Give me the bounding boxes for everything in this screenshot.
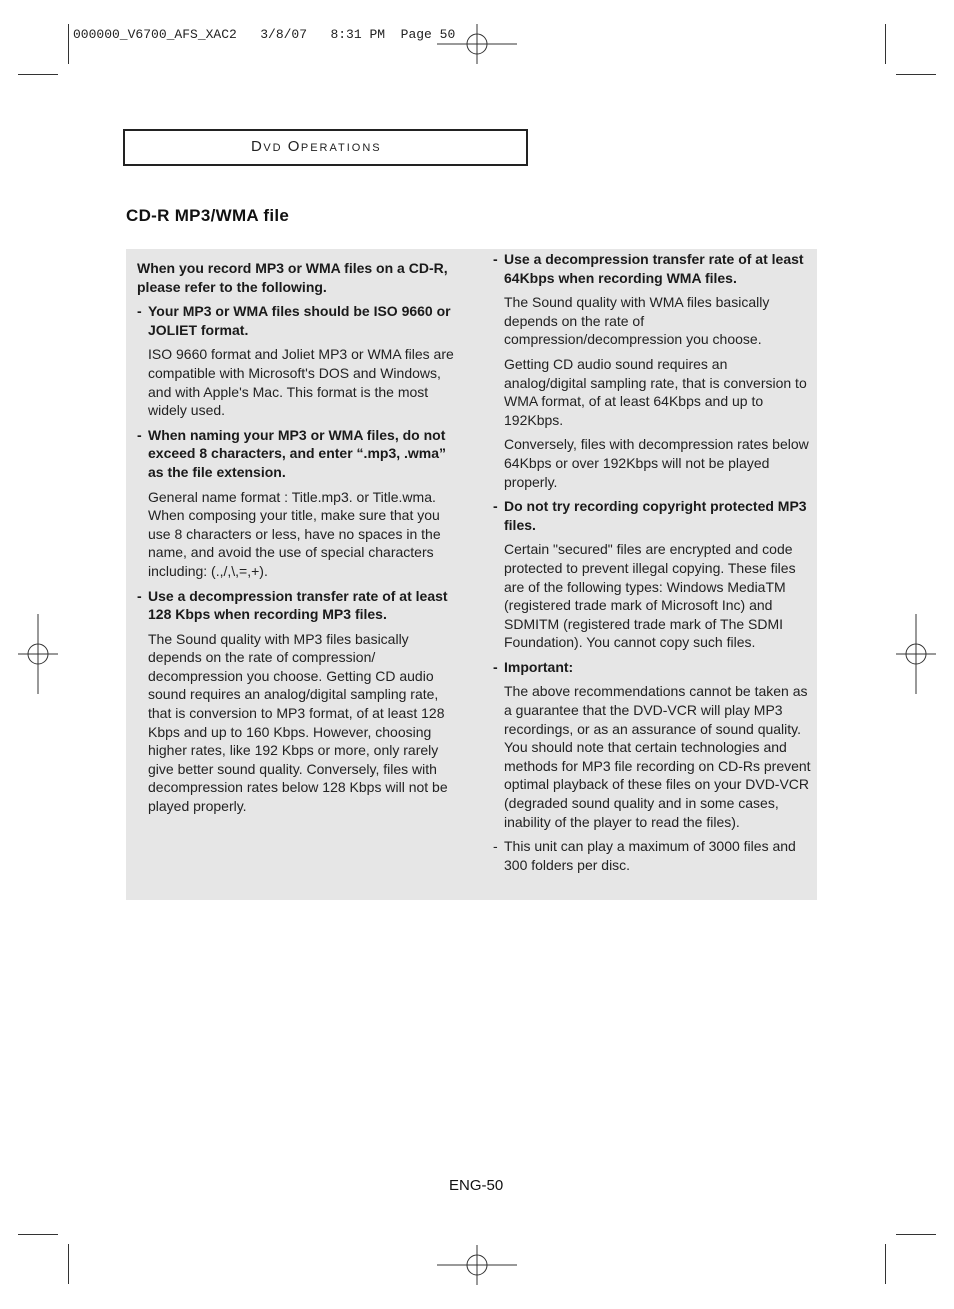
item-copyright-title: - Do not try recording copyright protected MP3 files.	[493, 498, 807, 533]
registration-mark-right	[896, 614, 936, 694]
left-column	[137, 259, 459, 816]
item-iso-body: ISO 9660 format and Joliet MP3 or WMA files are compatible with Microsoft's DOS and Windows, and with Apple's Mac. This format is the most widely used.	[148, 346, 454, 419]
crop-mark	[896, 1234, 936, 1235]
item-important-title: - Important:	[493, 658, 574, 675]
crop-mark	[885, 1244, 886, 1284]
section-header-box	[123, 129, 528, 166]
section-title: DVD OPERATIONS	[251, 138, 382, 155]
print-header: 000000_V6700_AFS_XAC2 3/8/07 8:31 PM Page 50	[73, 27, 456, 42]
crop-mark	[18, 74, 58, 75]
crop-mark	[885, 24, 886, 64]
page-number: ENG-50	[449, 1177, 504, 1194]
item-wma-rate-body-2: Getting CD audio sound requires an analog/digital sampling rate, that is conversion to WMA format, of at least 64Kbps and up to 192Kbps.	[504, 355, 807, 428]
item-wma-rate-body-3: Conversely, files with decompression rates below 64Kbps or over 192Kbps will not be played properly.	[504, 436, 809, 490]
item-mp3-rate-body: The Sound quality with MP3 files basically depends on the rate of compression/ decompression you choose. Getting CD audio sound requires an analog/digital sampling rate, that is conversion to MP3 format, of at least 128 Kbps and up to 160 Kbps. However, choosing higher rates, like 192 Kbps or more, only rarely give better sound quality. Conversely, files with decompression rates below 128 Kbps will not be played properly.	[148, 630, 448, 815]
item-iso-title: - Your MP3 or WMA files should be ISO 9660 or JOLIET format.	[137, 303, 451, 338]
item-wma-rate-body-1: The Sound quality with WMA files basically depends on the rate of compression/decompression you choose.	[504, 294, 770, 348]
page-title: CD-R MP3/WMA file	[126, 206, 290, 225]
item-capacity: - This unit can play a maximum of 3000 files and 300 folders per disc.	[493, 838, 796, 873]
content-panel	[126, 249, 817, 900]
item-important-body: The above recommendations cannot be taken as a guarantee that the DVD-VCR will play MP3 recordings, or as an assurance of sound quality. You should note that certain technologies and methods for MP3 file recording on CD-Rs prevent optimal playback of these files on your DVD-VCR (degraded sound quality and in some cases, inability of the player to read the files).	[504, 683, 811, 830]
item-naming-title: - When naming your MP3 or WMA files, do not exceed 8 characters, and enter “.mp3, .wma” as the file extension.	[137, 426, 447, 480]
item-wma-rate-title: - Use a decompression transfer rate of at least 64Kbps when recording WMA files.	[493, 251, 804, 286]
crop-mark	[18, 1234, 58, 1235]
item-mp3-rate-title: - Use a decompression transfer rate of at least 128 Kbps when recording MP3 files.	[137, 587, 448, 623]
item-naming-body: General name format : Title.mp3. or Title.wma. When composing your title, make sure that you use 8 characters or less, have no spaces in the name, and avoid the use of special characters including: (.,/,\,=,+).	[148, 488, 441, 579]
right-column	[493, 250, 813, 874]
item-copyright-body: Certain "secured" files are encrypted and code protected to prevent illegal copying. These files are of the following types: Windows MediaTM (registered trade mark of Microsoft Inc) and SDMITM (registered trade mark of The SDMI Foundation). You cannot copy such files.	[504, 541, 796, 651]
crop-mark	[896, 74, 936, 75]
registration-mark-bottom	[437, 1245, 517, 1285]
crop-mark	[68, 1244, 69, 1284]
crop-mark	[68, 24, 69, 64]
registration-mark-left	[18, 614, 58, 694]
intro-text: When you record MP3 or WMA files on a CD-R, please refer to the following.	[137, 260, 448, 295]
